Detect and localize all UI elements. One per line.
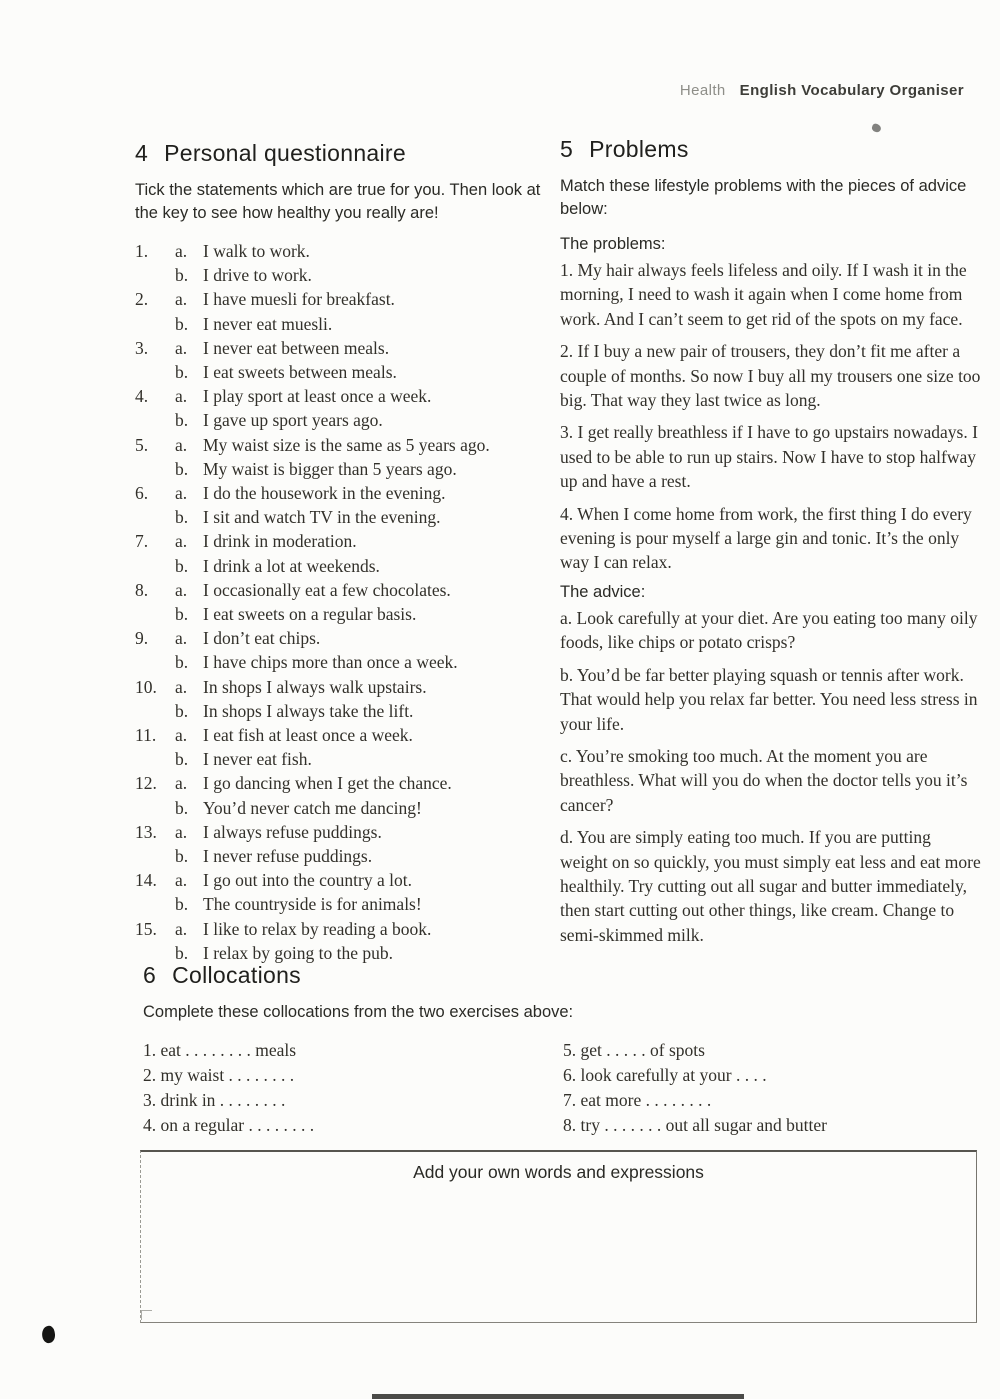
item-number: 10. <box>135 676 157 697</box>
option-text: I have chips more than once a week. <box>203 652 458 673</box>
section-collocations <box>143 962 983 1138</box>
option-text: I eat sweets between meals. <box>203 362 397 383</box>
option-letter: b. <box>175 410 189 431</box>
problem-paragraph: 3. I get really breathless if I have to go upstairs nowadays. I used to be able to run up stairs. Now I have to stop halfway up and have a rest. <box>560 422 978 492</box>
section5-title-text: Problems <box>589 136 689 162</box>
option-text: I sit and watch TV in the evening. <box>203 507 441 528</box>
collocations-right-column <box>563 1038 983 1138</box>
item-number <box>135 892 175 916</box>
option-letter: b. <box>175 555 189 576</box>
section-problems <box>560 136 982 955</box>
questionnaire-row <box>135 481 555 505</box>
problem-paragraph: 1. My hair always feels lifeless and oily. If I wash it in the morning, I need to wash it again when I come home from work. And I can’t seem to get rid of the spots on my face. <box>560 260 967 329</box>
collocation-item: 7. eat more . . . . . . . . <box>563 1090 712 1110</box>
option-letter: a. <box>175 337 188 358</box>
section5-intro: Match these lifestyle problems with the pieces of advice below: <box>560 177 967 218</box>
option-letter: b. <box>175 846 189 867</box>
header-topic: Health <box>679 82 726 99</box>
option-letter: a. <box>175 821 188 842</box>
header-book-title: English Vocabulary Organiser <box>739 82 964 99</box>
option-text: The countryside is for animals! <box>203 894 422 915</box>
section5-number: 5 <box>560 136 574 162</box>
questionnaire-row <box>135 287 555 311</box>
option-text: I have muesli for breakfast. <box>203 289 395 310</box>
section6-number: 6 <box>143 962 157 988</box>
item-number: 5. <box>135 434 149 455</box>
option-letter: a. <box>175 628 188 649</box>
collocations-left-column <box>143 1038 563 1138</box>
problem-paragraph: 4. When I come home from work, the first thing I do every evening is pour myself a large gin and tonic. It’s the only way I can relax. <box>560 503 972 573</box>
option-letter: b. <box>175 700 189 721</box>
collocation-item: 1. eat . . . . . . . . meals <box>143 1040 297 1060</box>
option-letter: b. <box>175 604 189 625</box>
item-number: 11. <box>135 725 157 746</box>
item-number <box>135 457 175 481</box>
questionnaire-row <box>135 505 555 529</box>
option-letter: a. <box>175 241 188 261</box>
option-text: I never eat fish. <box>203 749 312 770</box>
option-letter: b. <box>175 797 189 818</box>
item-number: 7. <box>135 531 149 552</box>
option-letter: a. <box>175 918 188 939</box>
questionnaire-row <box>135 747 555 771</box>
item-number <box>135 263 175 287</box>
questionnaire-row <box>135 602 555 626</box>
item-number: 12. <box>135 773 157 794</box>
advice-paragraph: b. You’d be far better playing squash or tennis after work. That would help you relax far better. You need less stress in your life. <box>560 664 978 734</box>
item-number: 15. <box>135 918 157 939</box>
scan-corner-mark <box>141 1310 152 1320</box>
option-letter: a. <box>175 870 188 891</box>
option-text: In shops I always walk upstairs. <box>203 676 427 697</box>
option-text: I go out into the country a lot. <box>203 870 412 891</box>
item-number: 8. <box>135 579 149 600</box>
option-text: I play sport at least once a week. <box>203 386 432 407</box>
option-text: I drink in moderation. <box>203 531 357 552</box>
questionnaire-row <box>135 554 555 578</box>
option-text: I like to relax by reading a book. <box>203 918 432 939</box>
advice-paragraph: d. You are simply eating too much. If you are putting weight on so quickly, you must simply eat less and eat more healthily. Try cutting out all sugar and butter immediately, then start cutting out other things, like cream. Change to semi-skimmed milk. <box>560 827 981 945</box>
option-letter: b. <box>175 942 189 963</box>
collocation-item: 8. try . . . . . . . out all sugar and butter <box>563 1115 827 1135</box>
item-number <box>135 844 175 868</box>
section4-number: 4 <box>135 140 149 166</box>
scan-speck <box>871 123 882 134</box>
questionnaire-row <box>135 699 555 723</box>
option-text: I eat fish at least once a week. <box>203 725 413 746</box>
option-text: I don’t eat chips. <box>203 628 321 649</box>
option-text: I drive to work. <box>203 265 312 286</box>
option-letter: a. <box>175 725 188 746</box>
item-number <box>135 602 175 626</box>
option-text: I never refuse puddings. <box>203 846 373 867</box>
item-number <box>135 408 175 432</box>
option-letter: b. <box>175 362 189 383</box>
option-text: I relax by going to the pub. <box>203 942 394 963</box>
questionnaire-row <box>135 384 555 408</box>
scan-edge-bar <box>372 1394 744 1399</box>
questionnaire-row <box>135 433 555 457</box>
collocation-item: 6. look carefully at your . . . . <box>563 1065 767 1085</box>
questionnaire-row <box>135 892 555 916</box>
problems-label: The problems: <box>560 235 666 253</box>
item-number: 3. <box>135 337 149 358</box>
questionnaire-row <box>135 723 555 747</box>
questionnaire-row <box>135 868 555 892</box>
questionnaire-row <box>135 263 555 287</box>
section4-title-text: Personal questionnaire <box>164 140 406 166</box>
option-letter: b. <box>175 652 189 673</box>
item-number: 4. <box>135 386 149 407</box>
option-letter: b. <box>175 265 189 286</box>
option-letter: a. <box>175 676 188 697</box>
option-letter: a. <box>175 434 188 455</box>
item-number <box>135 554 175 578</box>
questionnaire-row <box>135 917 555 941</box>
questionnaire-row <box>135 457 555 481</box>
questionnaire-row <box>135 675 555 699</box>
questionnaire-row <box>135 360 555 384</box>
questionnaire-row <box>135 529 555 553</box>
questionnaire-row <box>135 796 555 820</box>
item-number <box>135 312 175 336</box>
collocation-item: 5. get . . . . . of spots <box>563 1040 705 1060</box>
option-text: I gave up sport years ago. <box>203 410 383 431</box>
option-text: I never eat muesli. <box>203 313 333 334</box>
page-header <box>680 82 964 99</box>
questionnaire-row <box>135 771 555 795</box>
option-letter: b. <box>175 507 189 528</box>
option-text: I eat sweets on a regular basis. <box>203 604 417 625</box>
questionnaire-list <box>135 239 555 965</box>
problem-paragraph: 2. If I buy a new pair of trousers, they don’t fit me after a couple of months. So now I buy all my trousers one size too big. That way they last twice as long. <box>560 341 981 411</box>
option-letter: b. <box>175 458 189 479</box>
ink-blot <box>40 1325 56 1344</box>
questionnaire-row <box>135 820 555 844</box>
option-text: In shops I always take the lift. <box>203 700 414 721</box>
item-number: 14. <box>135 870 157 891</box>
questionnaire-row <box>135 408 555 432</box>
advice-label: The advice: <box>560 582 646 601</box>
questionnaire-row <box>135 239 555 263</box>
collocation-item: 4. on a regular . . . . . . . . <box>143 1115 315 1135</box>
option-letter: b. <box>175 894 189 915</box>
item-number: 9. <box>135 628 149 649</box>
section4-intro: Tick the statements which are true for you. Then look at the key to see how healthy you really are! <box>135 181 541 222</box>
questionnaire-row <box>135 626 555 650</box>
option-text: I drink a lot at weekends. <box>203 555 380 576</box>
option-text: I never eat between meals. <box>203 337 390 358</box>
questionnaire-row <box>135 336 555 360</box>
item-number <box>135 360 175 384</box>
own-words-box <box>140 1150 977 1323</box>
item-number <box>135 699 175 723</box>
questionnaire-row <box>135 844 555 868</box>
section6-intro: Complete these collocations from the two exercises above: <box>143 1003 574 1021</box>
item-number <box>135 747 175 771</box>
option-letter: b. <box>175 313 189 334</box>
advice-paragraph: c. You’re smoking too much. At the moment you are breathless. What will you do when the doctor tells you it’s cancer? <box>560 745 968 815</box>
option-text: I go dancing when I get the chance. <box>203 773 452 794</box>
item-number: 13. <box>135 821 157 842</box>
questionnaire-row <box>135 650 555 674</box>
section5-title <box>560 136 982 163</box>
item-number <box>135 650 175 674</box>
section6-title-text: Collocations <box>172 962 301 988</box>
advice-paragraph: a. Look carefully at your diet. Are you eating too many oily foods, like chips or potato crisps? <box>560 607 978 653</box>
item-number <box>135 505 175 529</box>
option-text: I walk to work. <box>203 241 310 261</box>
option-text: My waist is bigger than 5 years ago. <box>203 458 457 479</box>
option-letter: a. <box>175 773 188 794</box>
option-text: My waist size is the same as 5 years ago. <box>203 434 490 455</box>
option-letter: a. <box>175 289 188 310</box>
option-letter: a. <box>175 386 188 407</box>
option-letter: a. <box>175 483 188 504</box>
own-words-box-title: Add your own words and expressions <box>413 1162 704 1182</box>
option-letter: b. <box>175 749 189 770</box>
collocation-item: 3. drink in . . . . . . . . <box>143 1090 286 1110</box>
option-text: I do the housework in the evening. <box>203 483 446 504</box>
option-text: I always refuse puddings. <box>203 821 382 842</box>
questionnaire-row <box>135 312 555 336</box>
section6-title <box>143 962 983 989</box>
collocation-item: 2. my waist . . . . . . . . <box>143 1065 295 1085</box>
item-number: 2. <box>135 289 149 310</box>
item-number: 6. <box>135 483 149 504</box>
option-letter: a. <box>175 579 188 600</box>
collocations-list <box>143 1038 983 1138</box>
item-number <box>135 796 175 820</box>
option-letter: a. <box>175 531 188 552</box>
questionnaire-row <box>135 578 555 602</box>
section-personal-questionnaire <box>135 140 555 965</box>
option-text: You’d never catch me dancing! <box>203 797 422 818</box>
item-number: 1. <box>135 241 149 261</box>
section4-title <box>135 140 555 167</box>
option-text: I occasionally eat a few chocolates. <box>203 579 451 600</box>
